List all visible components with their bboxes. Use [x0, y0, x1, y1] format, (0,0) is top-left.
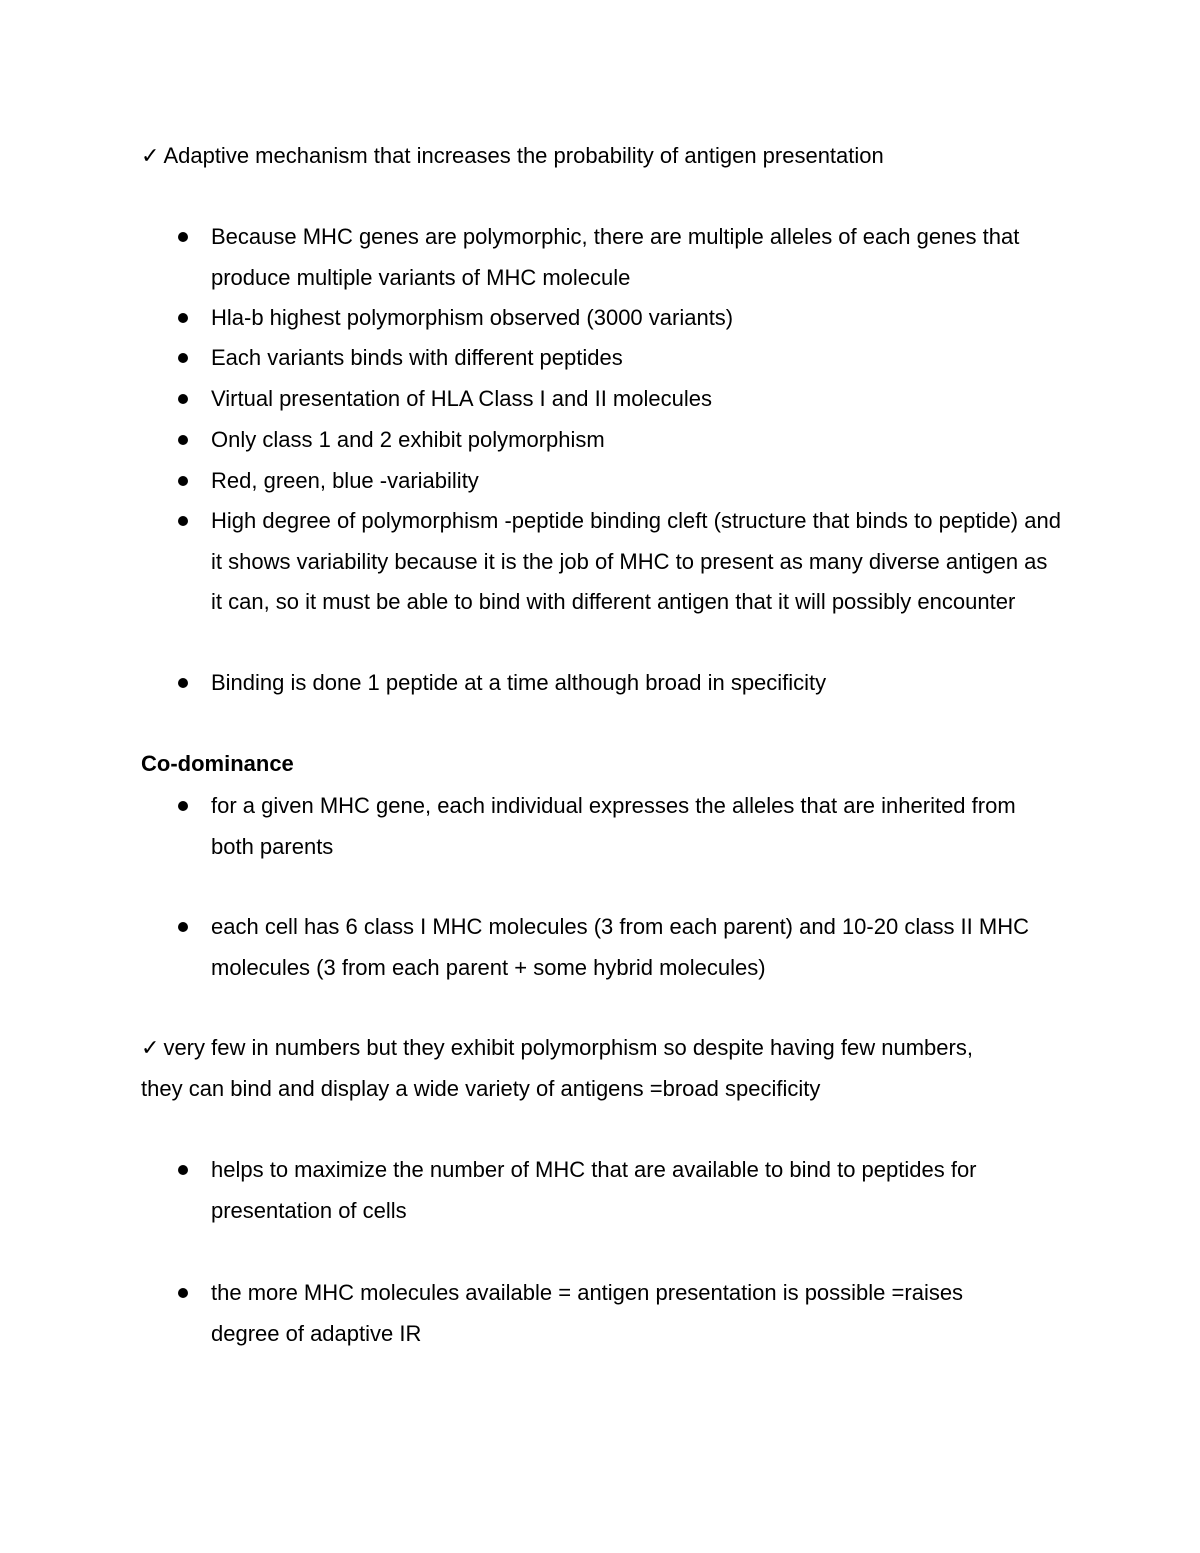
list-item: each cell has 6 class I MHC molecules (3 from each parent) and 10-20 class II MHC molecules (3 from each parent + some hybrid molecules)	[211, 914, 1029, 980]
list-item: Each variants binds with different peptides	[211, 345, 623, 370]
list-item: the more MHC molecules available = antigen presentation is possible =raises degree of adaptive IR	[211, 1280, 964, 1346]
checkmark-icon: ✓	[141, 143, 160, 168]
section-3-heading-line-1	[141, 1028, 973, 1068]
list-item: Hla-b highest polymorphism observed (3000 variants)	[211, 305, 734, 330]
list-item: for a given MHC gene, each individual expresses the alleles that are inherited from both parents	[211, 793, 1016, 859]
list-item: Binding is done 1 peptide at a time although broad in specificity	[211, 670, 827, 695]
list-item: helps to maximize the number of MHC that are available to bind to peptides for presentation of cells	[211, 1157, 977, 1223]
list-item: Red, green, blue -variability	[211, 468, 479, 493]
list-item: Because MHC genes are polymorphic, there are multiple alleles of each genes that produce multiple variants of MHC molecule	[211, 224, 1020, 290]
bullet-icon	[178, 801, 188, 811]
section-1-heading	[141, 136, 884, 176]
bullet-icon	[178, 353, 188, 363]
list-item: Virtual presentation of HLA Class I and II molecules	[211, 386, 712, 411]
bullet-icon	[178, 232, 188, 242]
bullet-icon	[178, 476, 188, 486]
bullet-icon	[178, 435, 188, 445]
bullet-icon	[178, 516, 188, 526]
bullet-icon	[178, 1288, 188, 1298]
bullet-icon	[178, 922, 188, 932]
bullet-icon	[178, 313, 188, 323]
section-1-heading-text: Adaptive mechanism that increases the probability of antigen presentation	[163, 143, 884, 168]
section-2-heading: Co-dominance	[141, 751, 294, 776]
bullet-icon	[178, 678, 188, 688]
list-item: Only class 1 and 2 exhibit polymorphism	[211, 427, 605, 452]
bullet-icon	[178, 394, 188, 404]
checkmark-icon: ✓	[141, 1035, 160, 1060]
section-3-heading-text: very few in numbers but they exhibit polymorphism so despite having few numbers,	[163, 1035, 973, 1060]
section-3-heading-line-2: they can bind and display a wide variety of antigens =broad specificity	[141, 1076, 821, 1101]
bullet-icon	[178, 1165, 188, 1175]
list-item: High degree of polymorphism -peptide binding cleft (structure that binds to peptide) and it shows variability because it is the job of MHC to present as many diverse antigen as it can, so it must be able to bind with different antigen that it will possibly encounter	[211, 508, 1061, 614]
